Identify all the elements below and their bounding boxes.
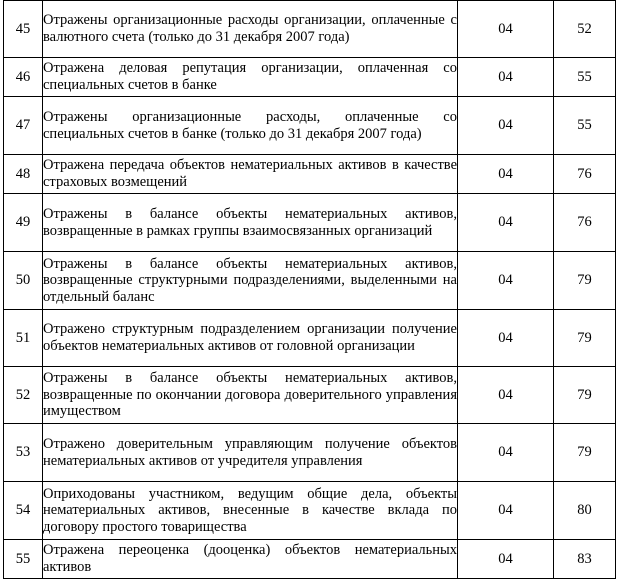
- credit-account: 76: [554, 155, 616, 194]
- credit-account: 52: [554, 1, 616, 58]
- entry-description: Отражена передача объектов нематериальных активов в качестве страховых возмещений: [43, 155, 458, 194]
- table-row: [4, 1, 616, 58]
- debit-account: 04: [458, 58, 554, 97]
- entry-description: Отражена переоценка (дооценка) объектов нематериальных активов: [43, 540, 458, 579]
- row-number: 55: [4, 540, 43, 579]
- credit-account: 79: [554, 310, 616, 367]
- table-row: [4, 194, 616, 252]
- row-number: 54: [4, 482, 43, 540]
- accounting-entries-table: [3, 0, 616, 579]
- entry-description: Отражены организационные расходы организации, оплаченные с валютного счета (только до 31 декабря 2007 года): [43, 1, 458, 58]
- credit-account: 79: [554, 252, 616, 310]
- credit-account: 79: [554, 424, 616, 482]
- entry-description: Отражены организационные расходы, оплаченные со специальных счетов в банке (только до 31 декабря 2007 года): [43, 97, 458, 155]
- table-row: [4, 252, 616, 310]
- table-row: [4, 367, 616, 424]
- entry-description: Отражены в балансе объекты нематериальных активов, возвращенные структурными подразделениями, выделенными на отдельный баланс: [43, 252, 458, 310]
- debit-account: 04: [458, 194, 554, 252]
- row-number: 52: [4, 367, 43, 424]
- table-row: [4, 482, 616, 540]
- entry-description: Отражено структурным подразделением организации получение объектов нематериальных активов от головной организации: [43, 310, 458, 367]
- debit-account: 04: [458, 424, 554, 482]
- credit-account: 76: [554, 194, 616, 252]
- credit-account: 55: [554, 58, 616, 97]
- row-number: 51: [4, 310, 43, 367]
- entry-description: Отражено доверительным управляющим получение объектов нематериальных активов от учредителя управления: [43, 424, 458, 482]
- entry-description: Отражена деловая репутация организации, оплаченная со специальных счетов в банке: [43, 58, 458, 97]
- entry-description: Отражены в балансе объекты нематериальных активов, возвращенные по окончании договора доверительного управления имуществом: [43, 367, 458, 424]
- debit-account: 04: [458, 97, 554, 155]
- credit-account: 79: [554, 367, 616, 424]
- credit-account: 80: [554, 482, 616, 540]
- debit-account: 04: [458, 1, 554, 58]
- row-number: 45: [4, 1, 43, 58]
- row-number: 50: [4, 252, 43, 310]
- table-row: [4, 310, 616, 367]
- debit-account: 04: [458, 367, 554, 424]
- row-number: 46: [4, 58, 43, 97]
- entry-description: Отражены в балансе объекты нематериальных активов, возвращенные в рамках группы взаимосвязанных организаций: [43, 194, 458, 252]
- credit-account: 55: [554, 97, 616, 155]
- table-row: [4, 424, 616, 482]
- table-row: [4, 155, 616, 194]
- debit-account: 04: [458, 252, 554, 310]
- table-row: [4, 540, 616, 579]
- row-number: 53: [4, 424, 43, 482]
- debit-account: 04: [458, 482, 554, 540]
- row-number: 49: [4, 194, 43, 252]
- debit-account: 04: [458, 310, 554, 367]
- debit-account: 04: [458, 155, 554, 194]
- row-number: 47: [4, 97, 43, 155]
- table-row: [4, 58, 616, 97]
- table-row: [4, 97, 616, 155]
- credit-account: 83: [554, 540, 616, 579]
- entry-description: Оприходованы участником, ведущим общие дела, объекты нематериальных активов, внесенные в качестве вклада по договору простого товарищества: [43, 482, 458, 540]
- row-number: 48: [4, 155, 43, 194]
- debit-account: 04: [458, 540, 554, 579]
